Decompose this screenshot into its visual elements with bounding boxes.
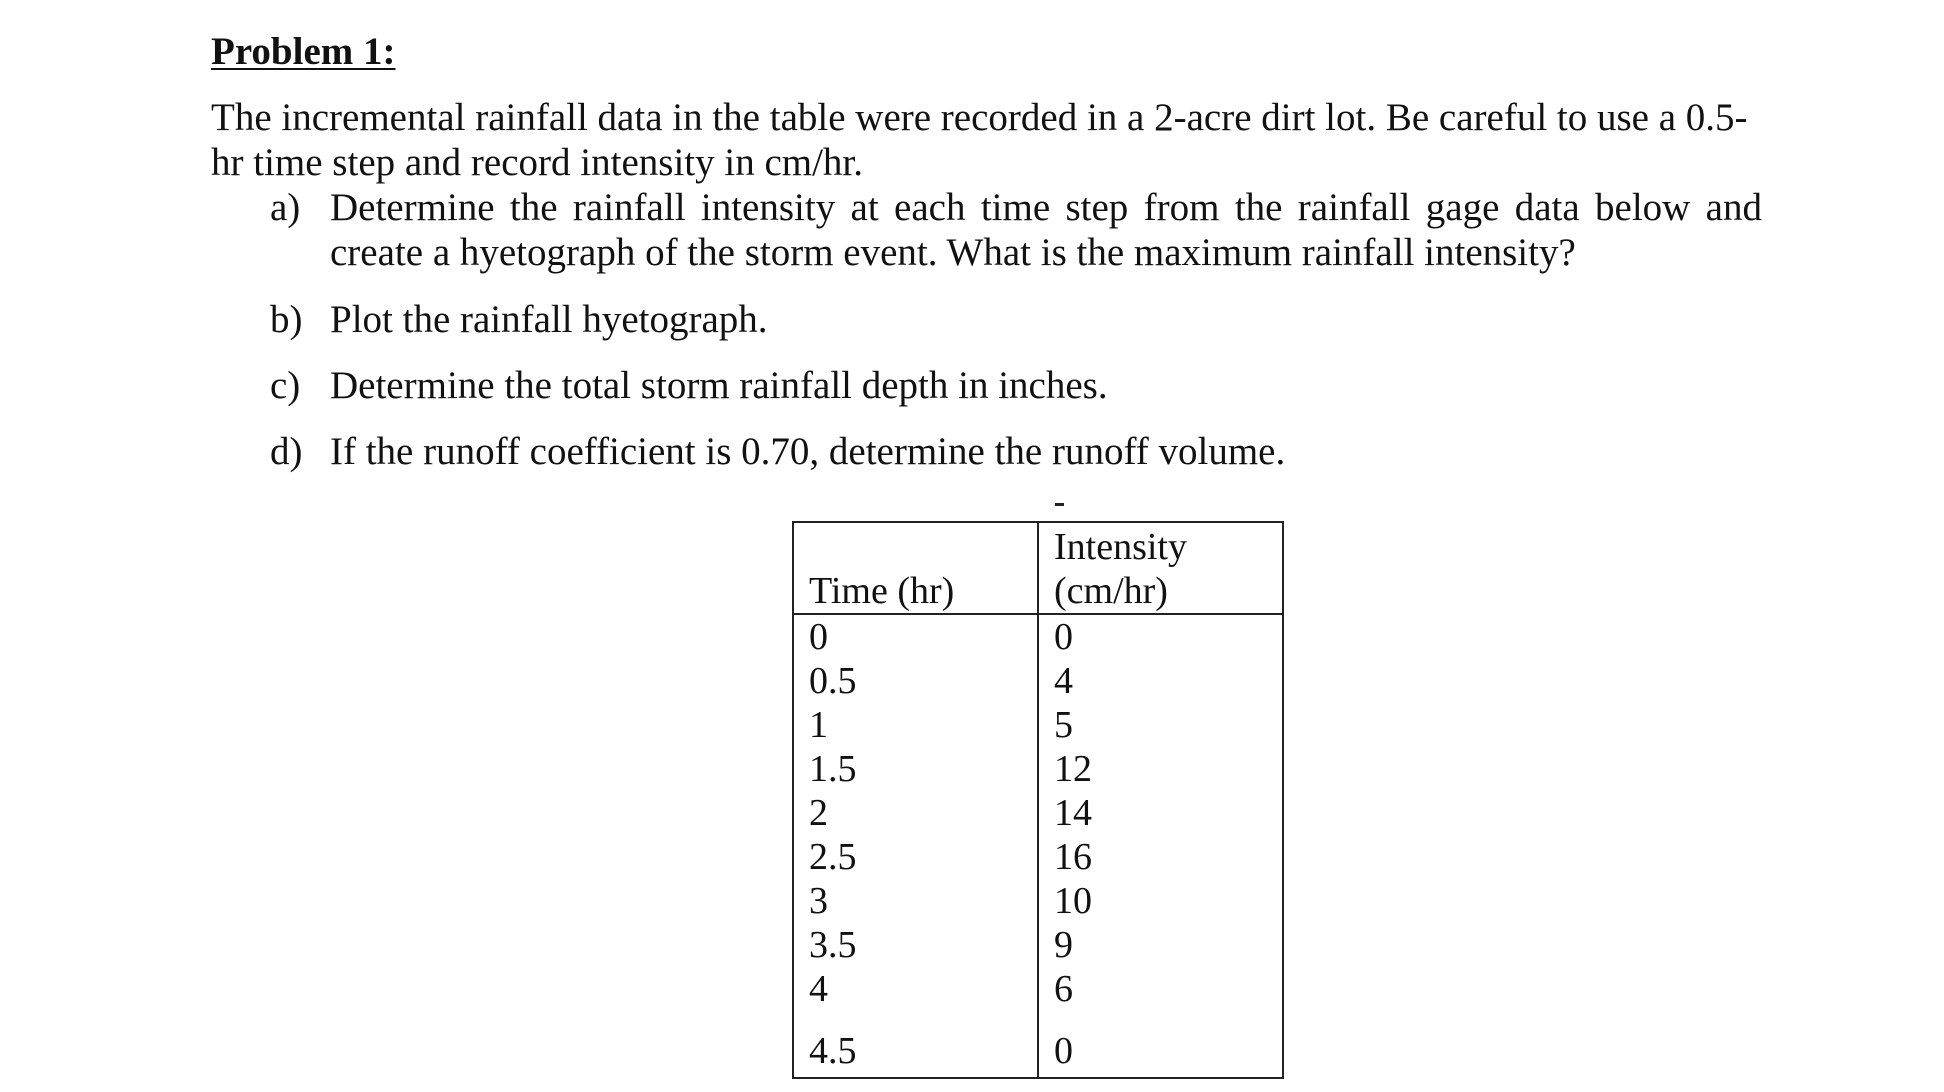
cell-time: 1.5 — [793, 747, 1038, 791]
cell-time: 0.5 — [793, 659, 1038, 703]
scan-mark — [1055, 503, 1064, 506]
cell-intensity: 6 — [1038, 967, 1283, 1011]
table-row — [793, 747, 1283, 791]
question-d-text: If the runoff coefficient is 0.70, determine the runoff volume. — [330, 430, 1286, 473]
cell-intensity: 12 — [1038, 747, 1283, 791]
rainfall-table — [792, 521, 1284, 1079]
intro-line-2: hr time step and record intensity in cm/hr. — [211, 141, 864, 184]
table-row — [793, 1011, 1283, 1078]
table-row — [793, 923, 1283, 967]
cell-intensity: 14 — [1038, 791, 1283, 835]
header-time — [793, 522, 1038, 614]
cell-time: 4 — [793, 967, 1038, 1011]
cell-time: 2 — [793, 791, 1038, 835]
table-row — [793, 791, 1283, 835]
cell-intensity: 10 — [1038, 879, 1283, 923]
table-row — [793, 614, 1283, 659]
table-header-row — [793, 522, 1283, 614]
header-intensity-line-1: Intensity — [1054, 526, 1187, 568]
question-a-line-1: Determine the rainfall intensity at each time step from the rainfall gage data below and — [330, 186, 1762, 229]
header-intensity-line-2: (cm/hr) — [1054, 570, 1168, 612]
question-c-text: Determine the total storm rainfall depth in inches. — [330, 364, 1108, 407]
cell-time: 3.5 — [793, 923, 1038, 967]
table-row — [793, 879, 1283, 923]
question-a-letter: a) — [270, 186, 301, 229]
question-b-text: Plot the rainfall hyetograph. — [330, 298, 768, 341]
header-time-label: Time (hr) — [809, 570, 955, 612]
cell-time: 1 — [793, 703, 1038, 747]
header-intensity — [1038, 522, 1283, 614]
intro-line-1: The incremental rainfall data in the table were recorded in a 2-acre dirt lot. Be careful to use a 0.5- — [211, 96, 1748, 139]
question-a-text — [330, 185, 1762, 275]
question-c-letter: c) — [270, 364, 301, 407]
cell-intensity: 4 — [1038, 659, 1283, 703]
cell-time: 2.5 — [793, 835, 1038, 879]
table-row — [793, 835, 1283, 879]
cell-intensity: 0 — [1038, 1011, 1283, 1078]
cell-intensity: 9 — [1038, 923, 1283, 967]
table-row — [793, 967, 1283, 1011]
cell-time: 4.5 — [793, 1011, 1038, 1078]
table-row — [793, 703, 1283, 747]
cell-intensity: 0 — [1038, 614, 1283, 659]
table-row — [793, 659, 1283, 703]
question-b-letter: b) — [270, 298, 303, 341]
cell-intensity: 5 — [1038, 703, 1283, 747]
question-d-letter: d) — [270, 430, 303, 473]
cell-time: 3 — [793, 879, 1038, 923]
cell-intensity: 16 — [1038, 835, 1283, 879]
cell-time: 0 — [793, 614, 1038, 659]
problem-title: Problem 1: — [211, 30, 396, 73]
question-a-line-2: create a hyetograph of the storm event. What is the maximum rainfall intensity? — [330, 231, 1576, 274]
problem-intro — [211, 95, 1781, 185]
